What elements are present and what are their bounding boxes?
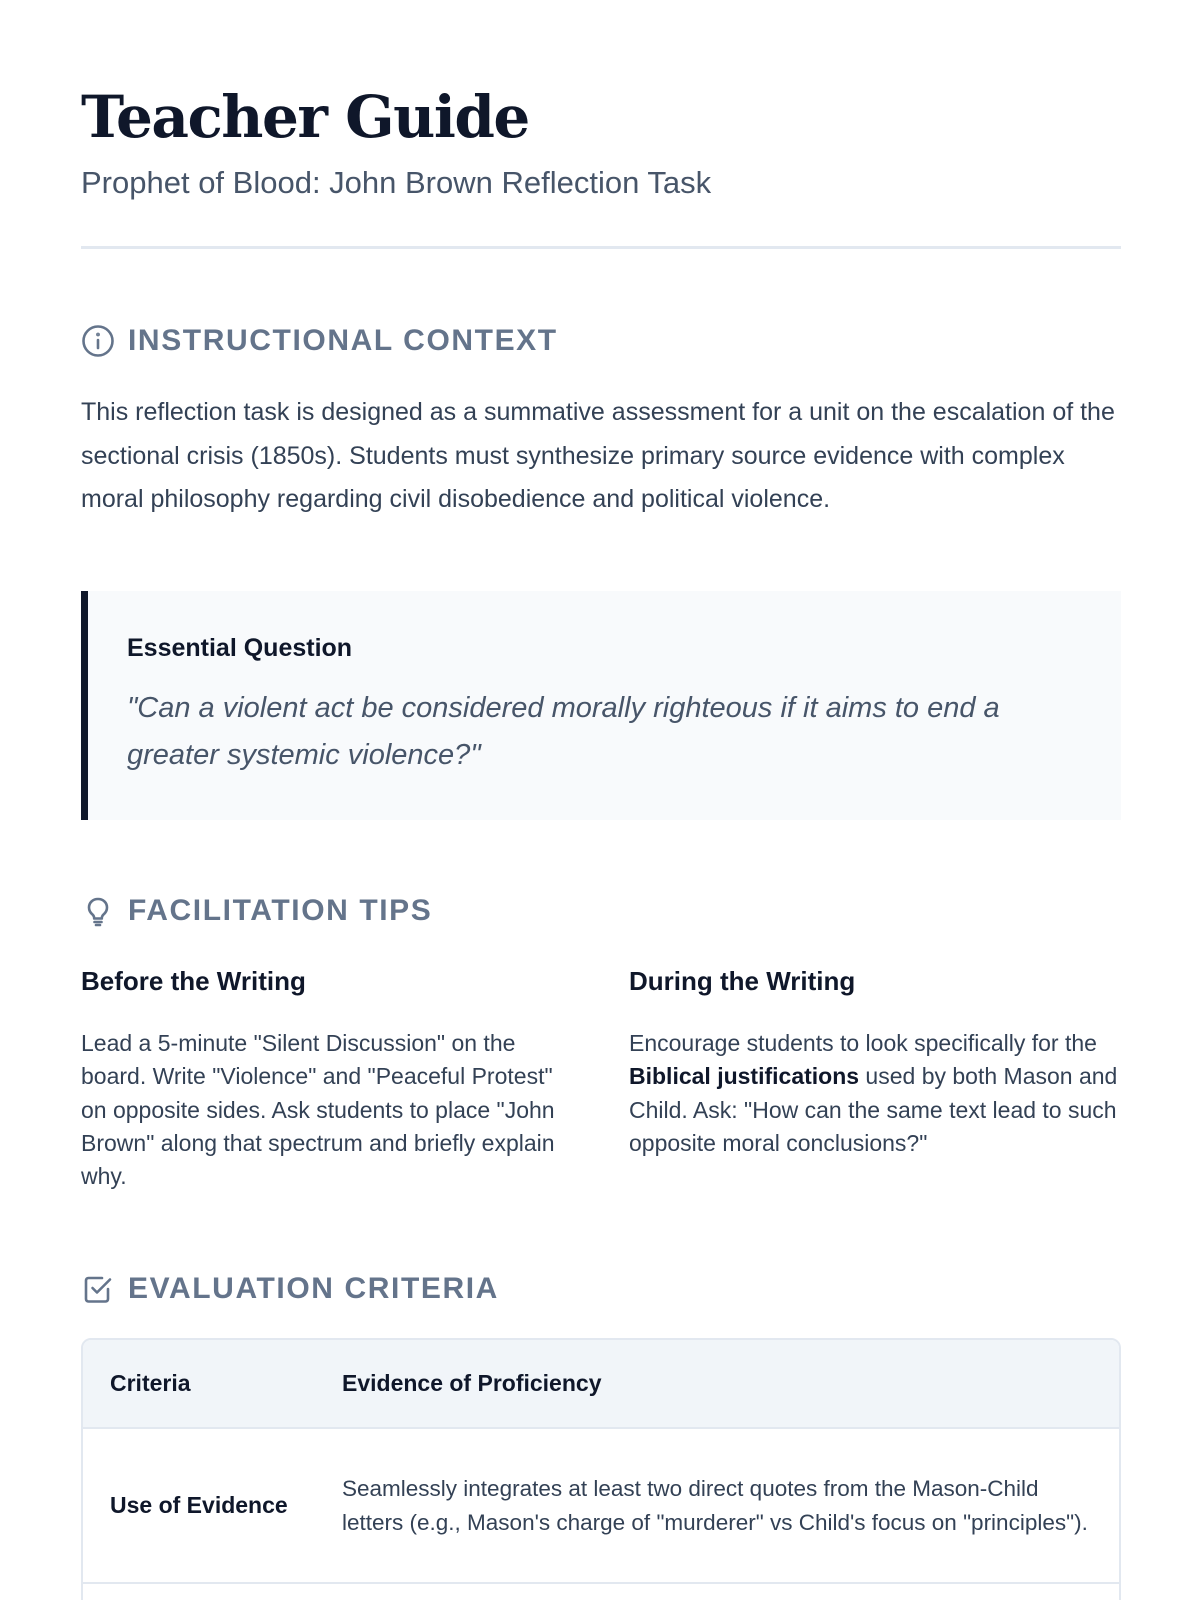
tip-text: Lead a 5-minute "Silent Discussion" on the board. Write "Violence" and "Peaceful Protest" on opposite sides. Ask students to place "John Brown" along that spectrum and briefly explain why. — [81, 1030, 555, 1190]
section-label: INSTRUCTIONAL CONTEXT — [128, 324, 558, 357]
lightbulb-icon — [81, 894, 115, 928]
tip-text-emphasis: Biblical justifications — [629, 1063, 860, 1090]
tip-before-writing — [81, 965, 581, 1193]
context-paragraph: This reflection task is designed as a summative assessment for a unit on the escalation of the sectional crisis (1850s). Students must synthesize primary source evidence with complex moral philosophy regarding civil disobedience and political violence. — [81, 398, 1115, 513]
page-subtitle: Prophet of Blood: John Brown Reflection Task — [81, 165, 712, 200]
evidence-cell: Seamlessly integrates at least two direct quotes from the Mason-Child letters (e.g., Mason's charge of "murderer" vs Child's focus on "principles"). — [342, 1476, 1088, 1535]
essential-question-label: Essential Question — [127, 634, 353, 662]
tip-text-part: used by both Mason and Child. Ask: "How can the same text lead to such opposite moral conclusions?" — [629, 1063, 1118, 1156]
column-header-evidence: Evidence of Proficiency — [342, 1370, 602, 1396]
tip-title: During the Writing — [629, 966, 856, 996]
section-label: EVALUATION CRITERIA — [128, 1272, 499, 1305]
essential-question-callout — [81, 591, 1121, 820]
page-title: Teacher Guide — [81, 83, 529, 151]
table-row — [83, 1429, 1119, 1584]
evaluation-criteria-table — [81, 1338, 1121, 1600]
essential-question-quote: "Can a violent act be considered morally righteous if it aims to end a greater systemic violence?" — [127, 692, 1000, 771]
tip-text — [629, 1027, 1129, 1160]
info-icon — [81, 324, 115, 358]
tip-during-writing — [629, 965, 1129, 1160]
criteria-cell: Use of Evidence — [110, 1492, 288, 1518]
table-header — [83, 1340, 1119, 1429]
title-divider — [81, 246, 1121, 249]
tip-text-part: Encourage students to look specifically for the — [629, 1030, 1097, 1056]
section-heading-evaluation-criteria — [81, 1271, 499, 1307]
section-label: FACILITATION TIPS — [128, 894, 433, 927]
column-header-criteria: Criteria — [110, 1370, 191, 1396]
tip-title: Before the Writing — [81, 966, 306, 996]
checkbox-icon — [81, 1272, 115, 1306]
section-heading-instructional-context — [81, 323, 558, 359]
section-heading-facilitation-tips — [81, 893, 432, 929]
